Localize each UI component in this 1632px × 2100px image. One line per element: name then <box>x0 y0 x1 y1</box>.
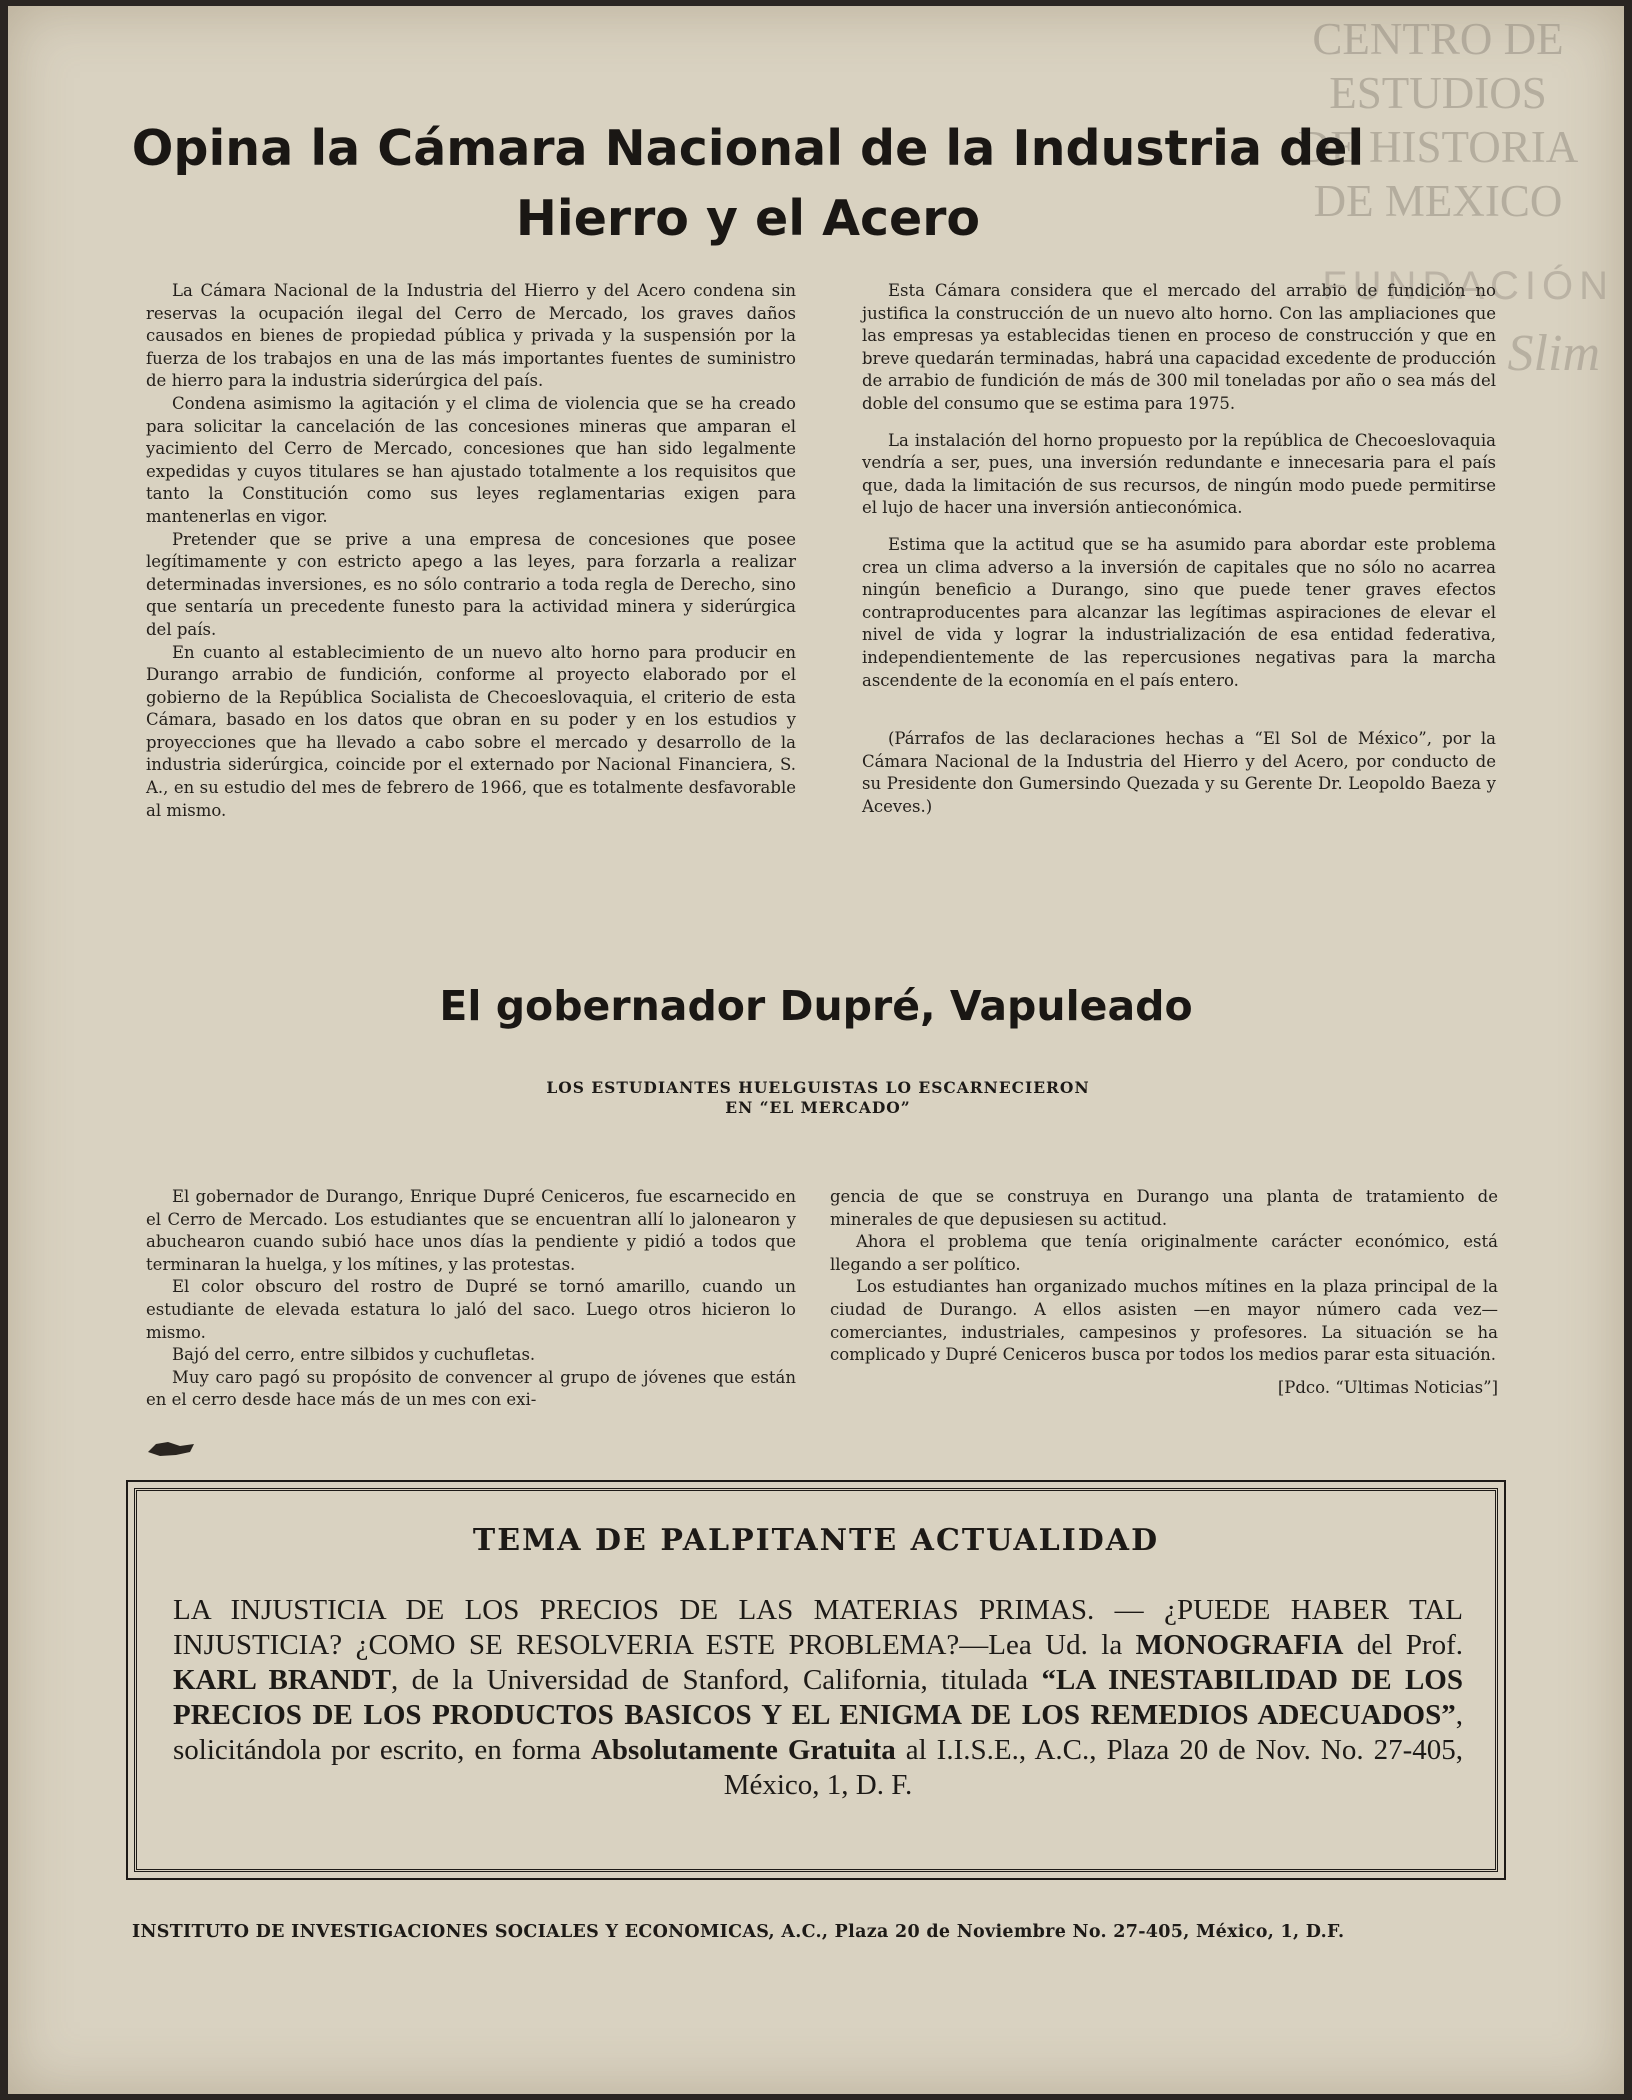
article2-column-left <box>146 1186 796 1412</box>
subhead-line: EN “EL MERCADO” <box>725 1098 911 1117</box>
article1-headline <box>128 114 1368 254</box>
ad-text: del Prof. <box>1343 1629 1463 1661</box>
ad-text-bold: Absolutamente Gratuita <box>590 1734 896 1766</box>
watermark-line: DE MEXICO <box>1313 176 1563 226</box>
paragraph: El gobernador de Durango, Enrique Dupré Ceniceros, fue escarnecido en el Cerro de Mercado. Los estudiantes que se encuentran allí lo jalonearon y abuchearon cuando subió hace unos días la pendiente y pidió a todos que terminaran la huelga, y los mítines, y las protestas. <box>146 1187 796 1274</box>
article2-subheadline <box>468 1078 1168 1118</box>
paragraph: Ahora el problema que tenía originalmente carácter económico, está llegando a ser político. <box>830 1232 1498 1274</box>
paragraph: Estima que la actitud que se ha asumido para abordar este problema crea un clima adverso a la inversión de capitales que no sólo no acarrea ningún beneficio a Durango, sino que puede tener graves efectos contraproducentes para alcanzar las legítimas aspiraciones de elevar el nivel de vida y lograr la industrialización de esa entidad federativa, independientemente de las repercusiones negativas para la marcha ascendente de la economía en el país entero. <box>862 534 1496 690</box>
advertisement-box <box>134 1488 1498 1872</box>
paragraph: La Cámara Nacional de la Industria del Hierro y del Acero condena sin reservas la ocupación ilegal del Cerro de Mercado, los graves daños causados en bienes de propiedad pública y privada y la suspensión por la fuerza de los trabajos en una de las más importantes fuentes de suministro de hierro para la industria siderúrgica del país. <box>146 281 796 391</box>
paragraph: Los estudiantes han organizado muchos mítines en la plaza principal de la ciudad de Durango. A ellos asisten —en mayor número cada vez— comerciantes, industriales, campesinos y profesores. La situación se ha complicado y Dupré Ceniceros busca por todos los medios parar esta situación. <box>830 1277 1498 1365</box>
source-attribution: [Pdco. “Ultimas Noticias”] <box>1277 1377 1498 1397</box>
paragraph: Bajó del cerro, entre silbidos y cuchufletas. <box>172 1345 536 1365</box>
ad-text-bold: MONOGRAFIA <box>1135 1629 1344 1661</box>
paragraph: Muy caro pagó su propósito de convencer al grupo de jóvenes que están en el cerro desde hace más de un mes con exi- <box>146 1367 796 1410</box>
article1-column-left <box>146 280 796 822</box>
paragraph: El color obscuro del rostro de Dupré se tornó amarillo, cuando un estudiante de elevada estatura lo jaló del saco. Luego otros hicieron lo mismo. <box>146 1277 796 1342</box>
ad-text-bold: “LA INESTABILIDAD DE LOS PRECIOS DE LOS PRODUCTOS BASICOS Y EL ENIGMA DE LOS REMEDIOS ADECUADOS” <box>173 1664 1463 1731</box>
paragraph: Condena asimismo la agitación y el clima de violencia que se ha creado para solicitar la cancelación de las concesiones mineras que amparan el yacimiento del Cerro de Mercado, concesiones que han sido legalmente expedidas y cuyos titulares se han ajustado totalmente a los requisitos que tanto la Constitución como sus leyes reglamentarias exigen para mantenerlas en vigor. <box>146 393 796 526</box>
paragraph: gencia de que se construya en Durango una planta de tratamiento de minerales de que depusiesen su actitud. <box>830 1187 1498 1229</box>
ad-text: , de la Universidad de Stanford, California, titulada <box>391 1664 1042 1696</box>
headline-line: Opina la Cámara Nacional de la Industria del <box>131 120 1365 177</box>
paragraph: Pretender que se prive a una empresa de concesiones que posee legítimamente y con estricto apego a las leyes, para forzarla a realizar determinadas inversiones, es no sólo contrario a toda regla de Derecho, sino que sentaría un precedente funesto para la actividad minera y siderúrgica del país. <box>146 529 796 639</box>
ad-text: , solicitándola por escrito, en forma <box>173 1699 1463 1766</box>
headline-line: Hierro y el Acero <box>515 190 981 247</box>
publisher-footer: INSTITUTO DE INVESTIGACIONES SOCIALES Y ECONOMICAS, A.C., Plaza 20 de Noviembre No. 27-405, México, 1, D.F. <box>132 1922 1345 1942</box>
watermark-line: DE HISTORIA <box>1297 122 1579 172</box>
watermark-line: ESTUDIOS <box>1329 68 1547 118</box>
article1-column-right <box>862 280 1496 818</box>
ad-body <box>173 1593 1463 1803</box>
subhead-line: LOS ESTUDIANTES HUELGUISTAS LO ESCARNECIERON <box>546 1078 1090 1097</box>
ad-title: TEMA DE PALPITANTE ACTUALIDAD <box>472 1523 1160 1558</box>
ad-text: al I.I.S.E., A.C., Plaza 20 de Nov. No. 27-405, México, 1, D. F. <box>723 1734 1463 1801</box>
watermark-foundation: FUNDACIÓN <box>1322 264 1614 308</box>
ink-blot-icon <box>146 1438 198 1458</box>
paragraph: Esta Cámara considera que el mercado del arrabio de fundición no justifica la construcción de un nuevo alto horno. Con las ampliaciones que las empresas ya establecidas tienen en proceso de construcción y que en breve quedarán terminadas, habrá una capacidad excedente de producción de arrabio de fundición de más de 300 mil toneladas por año o sea más del doble del consumo que se estima para 1975. <box>862 281 1496 413</box>
article2-column-right <box>830 1186 1498 1399</box>
page <box>8 6 1624 2094</box>
ad-text-bold: KARL BRANDT <box>173 1664 392 1696</box>
article2-headline: El gobernador Dupré, Vapuleado <box>439 982 1193 1030</box>
ad-text: LA INJUSTICIA DE LOS PRECIOS DE LAS MATERIAS PRIMAS. — ¿PUEDE HABER TAL INJUSTICIA? ¿COMO SE RESOLVERIA ESTE PROBLEMA?—Lea Ud. la <box>173 1594 1463 1661</box>
source-note: (Párrafos de las declaraciones hechas a “El Sol de México”, por la Cámara Nacional de la Industria del Hierro y del Acero, por conducto de su Presidente don Gumersindo Quezada y su Gerente Dr. Leopoldo Baeza y Aceves.) <box>862 729 1496 816</box>
watermark-line: CENTRO DE <box>1312 14 1564 64</box>
paragraph: En cuanto al establecimiento de un nuevo alto horno para producir en Durango arrabio de fundición, conforme al proyecto elaborado por el gobierno de la República Socialista de Checoeslovaquia, el criterio de esta Cámara, basado en los datos que obran en su poder y en los estudios y proyecciones que ha llevado a cabo sobre el mercado y desarrollo de la industria siderúrgica, coincide por el externado por Nacional Financiera, S. A., en su estudio del mes de febrero de 1966, que es totalmente desfavorable al mismo. <box>146 642 796 820</box>
watermark-signature: Slim <box>1507 325 1600 382</box>
paragraph: La instalación del horno propuesto por la república de Checoeslovaquia vendría a ser, pues, una inversión redundante e innecesaria para el país que, dada la limitación de sus recursos, de ningún modo puede permitirse el lujo de hacer una inversión antieconómica. <box>862 430 1496 518</box>
